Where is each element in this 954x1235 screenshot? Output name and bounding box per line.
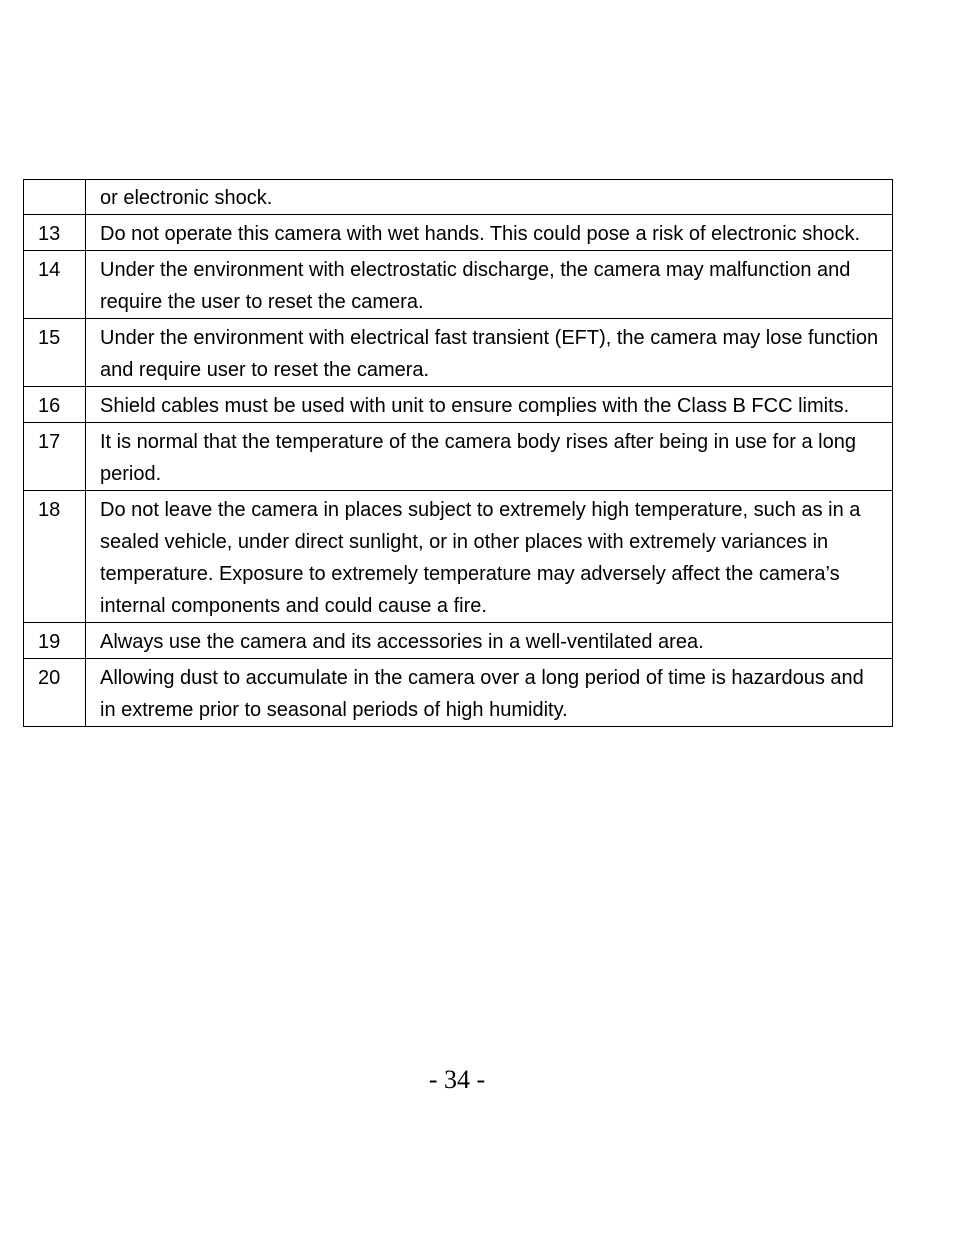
- table-row: [24, 215, 893, 251]
- item-number: 14: [24, 251, 86, 319]
- item-text: Under the environment with electrical fast transient (EFT), the camera may lose function and require user to reset the camera.: [86, 319, 893, 387]
- table-row: [24, 387, 893, 423]
- item-text: Under the environment with electrostatic discharge, the camera may malfunction and require the user to reset the camera.: [86, 251, 893, 319]
- table-row: [24, 251, 893, 319]
- item-text: or electronic shock.: [86, 180, 893, 215]
- item-text: It is normal that the temperature of the camera body rises after being in use for a long period.: [86, 423, 893, 491]
- item-number: 18: [24, 491, 86, 623]
- table-row: [24, 623, 893, 659]
- item-number: 19: [24, 623, 86, 659]
- item-number: 20: [24, 659, 86, 727]
- item-number: 16: [24, 387, 86, 423]
- table-row: [24, 659, 893, 727]
- page-number: - 34 -: [428, 1065, 486, 1094]
- item-text: Allowing dust to accumulate in the camera over a long period of time is hazardous and in extreme prior to seasonal periods of high humidity.: [86, 659, 893, 727]
- table-row: [24, 423, 893, 491]
- table-row: [24, 491, 893, 623]
- item-text: Do not leave the camera in places subject to extremely high temperature, such as in a sealed vehicle, under direct sunlight, or in other places with extremely variances in temperature. Exposure to extremely temperature may adversely affect the camera’s internal components and could cause a fire.: [86, 491, 893, 623]
- item-text: Shield cables must be used with unit to ensure complies with the Class B FCC limits.: [86, 387, 893, 423]
- item-number: 15: [24, 319, 86, 387]
- item-number: 13: [24, 215, 86, 251]
- safety-precautions-table: [23, 179, 893, 727]
- table-row: [24, 180, 893, 215]
- item-number: 17: [24, 423, 86, 491]
- item-text: Do not operate this camera with wet hands. This could pose a risk of electronic shock.: [86, 215, 893, 251]
- table-row: [24, 319, 893, 387]
- item-number: [24, 180, 86, 215]
- item-text: Always use the camera and its accessories in a well-ventilated area.: [86, 623, 893, 659]
